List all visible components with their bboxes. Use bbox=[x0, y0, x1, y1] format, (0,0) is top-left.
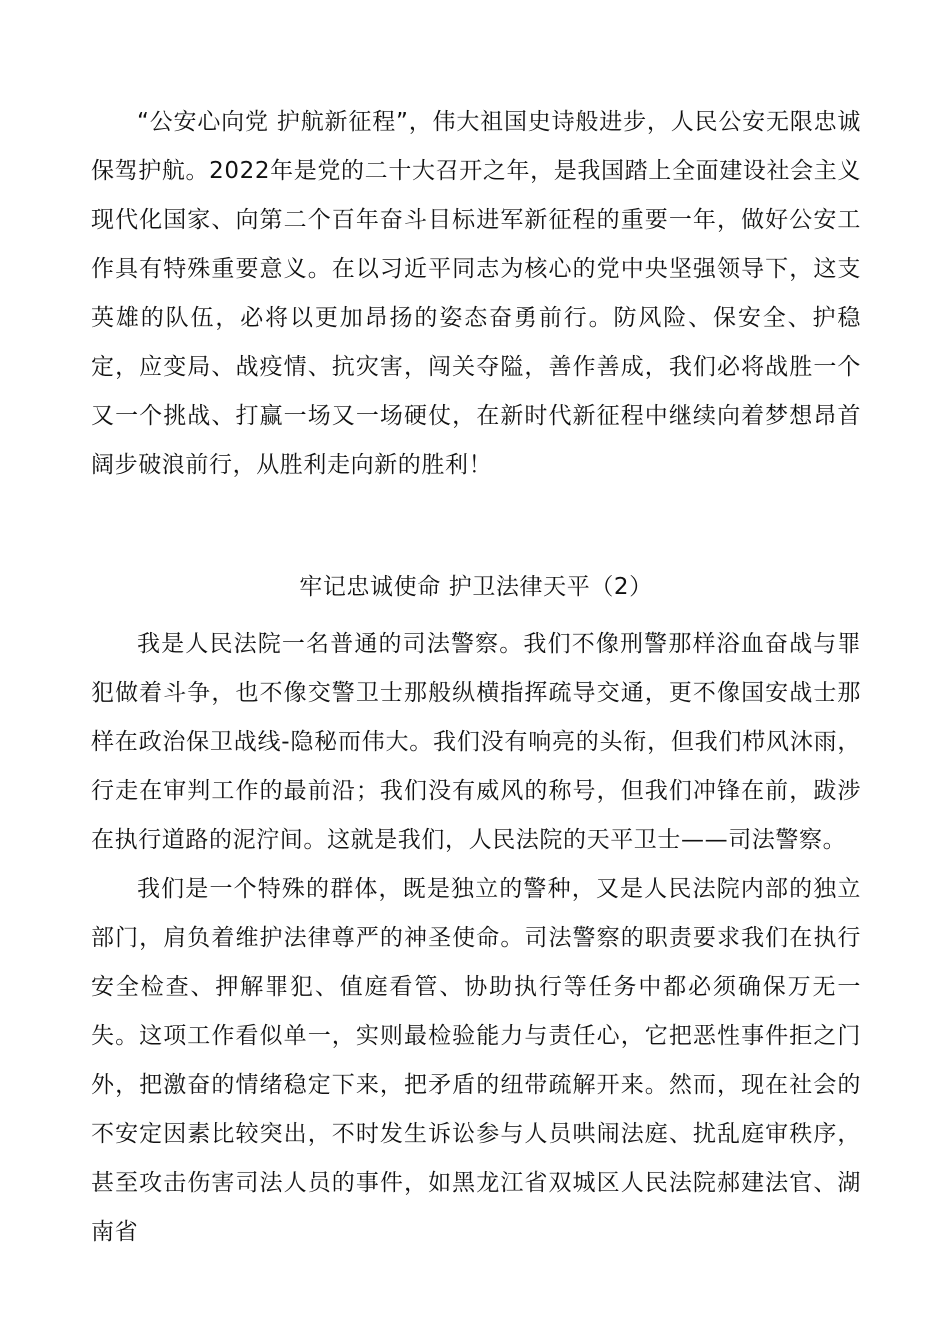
body-paragraph-1: 我是人民法院一名普通的司法警察。我们不像刑警那样浴血奋战与罪犯做着斗争，也不像交警卫士那般纵横指挥疏导交通，更不像国安战士那样在政治保卫战线-隐秘而伟大。我们没有响亮的头衔，但我们栉风沐雨，行走在审判工作的最前沿；我们没有威风的称号，但我们冲锋在前，跋涉在执行道路的泥泞间。这就是我们，人民法院的天平卫士——司法警察。 bbox=[91, 631, 861, 853]
section-title: 牢记忠诚使命 护卫法律天平（2） bbox=[299, 574, 653, 600]
intro-text-block bbox=[91, 98, 861, 490]
body-paragraph-2: 我们是一个特殊的群体，既是独立的警种，又是人民法院内部的独立部门，肩负着维护法律尊严的神圣使命。司法警察的职责要求我们在执行安全检查、押解罪犯、值庭看管、协助执行等任务中都必须确保万无一失。这项工作看似单一，实则最检验能力与责任心，它把恶性事件拒之门外，把激奋的情绪稳定下来，把矛盾的纽带疏解开来。然而，现在社会的不安定因素比较突出，不时发生诉讼参与人员哄闹法庭、扰乱庭审秩序，甚至攻击伤害司法人员的事件，如黑龙江省双城区人民法院郝建法官、湖南省 bbox=[91, 876, 861, 1245]
intro-paragraph: “公安心向党 护航新征程”，伟大祖国史诗般进步，人民公安无限忠诚保驾护航。2022年是党的二十大召开之年，是我国踏上全面建设社会主义现代化国家、向第二个百年奋斗目标进军新征程的重要一年，做好公安工作具有特殊重要意义。在以习近平同志为核心的党中央坚强领导下，这支英雄的队伍，必将以更加昂扬的姿态奋勇前行。防风险、保安全、护稳定，应变局、战疫情、抗灾害，闯关夺隘，善作善成，我们必将战胜一个又一个挑战、打赢一场又一场硬仗，在新时代新征程中继续向着梦想昂首阔步破浪前行，从胜利走向新的胜利！ bbox=[91, 109, 861, 478]
body-text-block bbox=[91, 620, 861, 1257]
